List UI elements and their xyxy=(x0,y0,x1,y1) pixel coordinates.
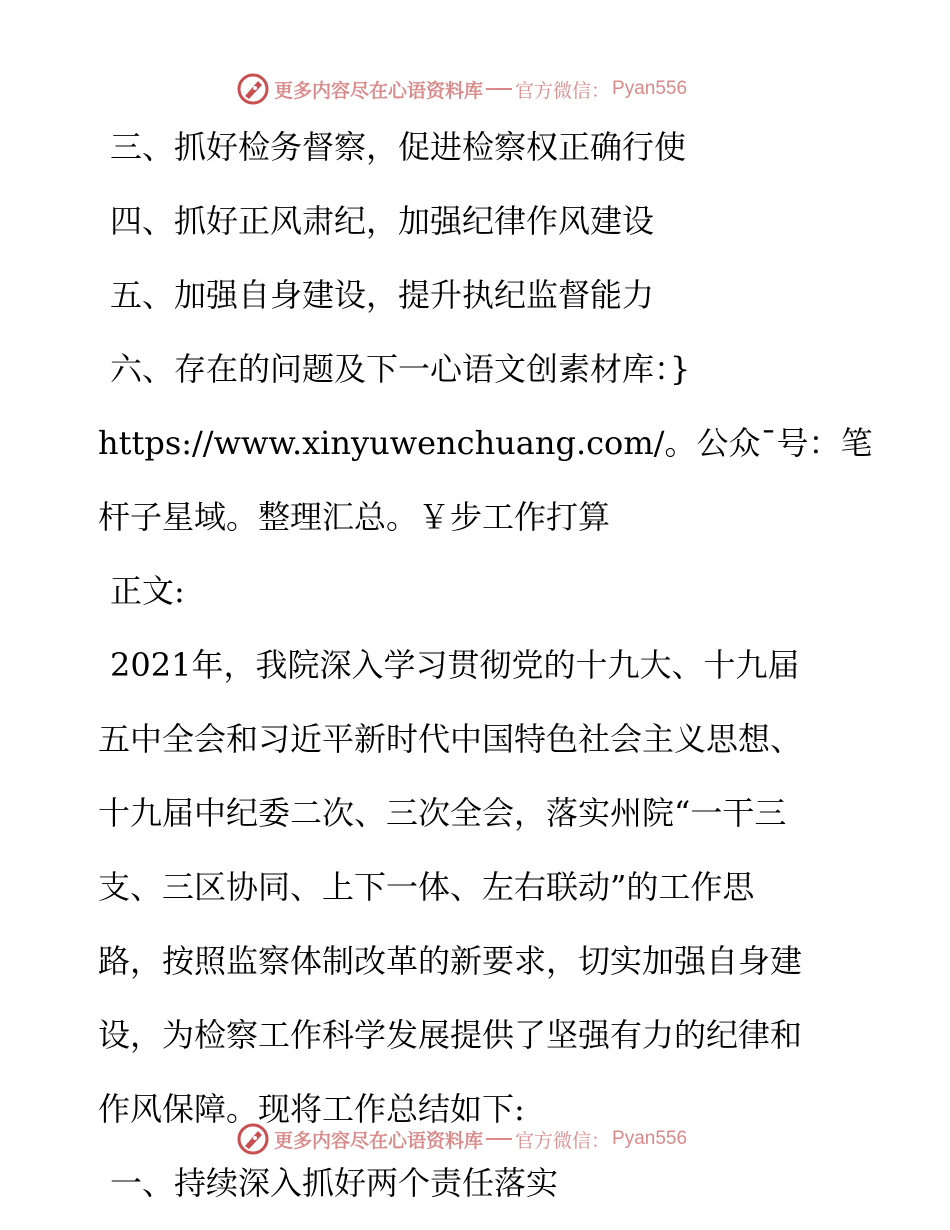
paragraph-line-5: 路，按照监察体制改革的新要求，切实加强自身建 xyxy=(98,942,803,980)
heading-6-line-2: https://www.xinyuwenchuang.com/。公众¯号：笔 xyxy=(98,424,873,462)
document-body xyxy=(98,110,873,1220)
paragraph-line-7: 作风保障。现将工作总结如下: xyxy=(98,1090,525,1128)
header-watermark xyxy=(236,72,687,106)
heading-6-line-1: 六、存在的问题及下一心语文创素材库：} xyxy=(110,350,691,388)
body-label: 正文: xyxy=(110,572,185,610)
paragraph-line-2: 五中全会和习近平新时代中国特色社会主义思想、 xyxy=(98,720,803,758)
paragraph-line-3: 十九届中纪委二次、三次全会，落实州院“一干三 xyxy=(98,794,787,832)
heading-6-block xyxy=(98,332,873,554)
heading-6-line-3: 杆子星域。整理汇总。￥步工作打算 xyxy=(98,498,611,536)
paragraph-line-4: 支、三区协同、上下一体、左右联动”的工作思 xyxy=(98,868,755,906)
watermark-dash xyxy=(486,1138,512,1140)
pen-nib-circle-icon xyxy=(236,72,270,106)
heading-3: 三、抓好检务督察，促进检察权正确行使 xyxy=(110,128,687,166)
heading-5: 五、加强自身建设，提升执纪监督能力 xyxy=(110,276,655,314)
watermark-dash xyxy=(486,88,512,90)
section-1-heading: 一、持续深入抓好两个责任落实 xyxy=(110,1164,559,1202)
watermark-text: 更多内容尽在心语资料库 xyxy=(274,79,484,102)
footer-watermark xyxy=(236,1122,687,1156)
main-paragraph xyxy=(98,628,858,1146)
watermark-text: 更多内容尽在心语资料库 xyxy=(274,1129,484,1152)
paragraph-line-1: 2021年，我院深入学习贯彻党的十九大、十九届 xyxy=(110,646,800,684)
pen-nib-circle-icon xyxy=(236,1122,270,1156)
watermark-tail: 官方微信： xyxy=(515,1129,611,1152)
watermark-brand: Pyan556 xyxy=(612,1128,688,1149)
heading-4: 四、抓好正风肃纪，加强纪律作风建设 xyxy=(110,202,655,240)
watermark-tail: 官方微信： xyxy=(515,79,611,102)
watermark-brand: Pyan556 xyxy=(612,78,688,99)
paragraph-line-6: 设，为检察工作科学发展提供了坚强有力的纪律和 xyxy=(98,1016,803,1054)
